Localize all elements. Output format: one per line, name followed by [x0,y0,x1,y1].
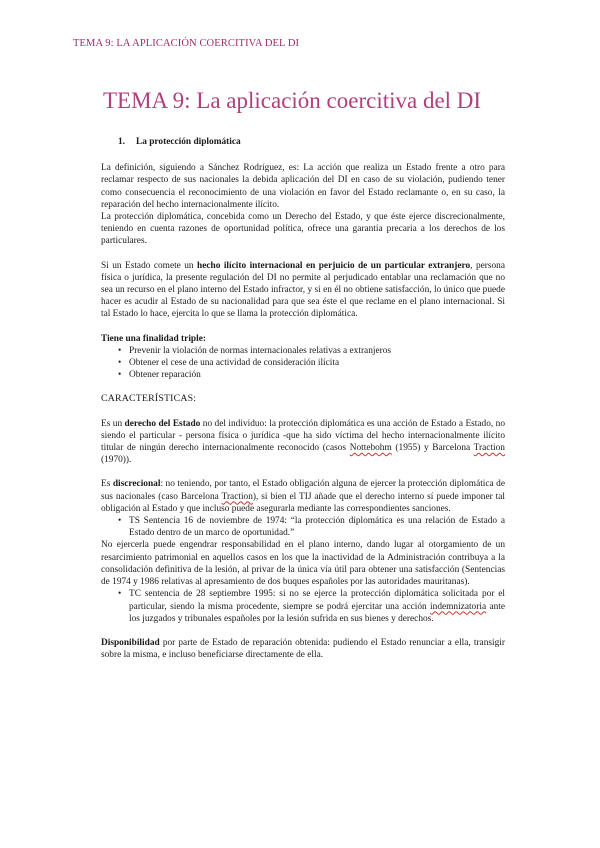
case-traction: Traction [473,443,505,454]
case-traction-2: Traction [221,491,253,502]
document-body [101,136,505,661]
discretionary-bold: discrecional [112,479,161,490]
tc-1995-rest: ante los juzgados y tribunales españoles por la lesión sufrida en sus bienes y derechos. [129,601,506,624]
discretionary-text: : no teniendo, por tanto, el Estado obligación alguna de ejercer la protección diplomática de sus nacionales (caso Barcelona [101,479,506,502]
tc-list [101,588,505,625]
purpose-list [101,345,505,382]
illicit-act-lead: Si un Estado comete un [101,260,198,271]
purpose-intro [101,333,505,345]
section-number: 1. [118,137,126,147]
state-right-individual: no del individuo [200,418,265,429]
purpose-intro-text: Tiene una finalidad triple: [101,333,206,344]
illicit-act-paragraph [101,260,505,321]
case-connector: (1955) y Barcelona [391,443,474,454]
case-year: (1970)). [101,455,132,466]
running-header: TEMA 9: LA APLICACIÓN COERCITIVA DEL DI [73,38,300,49]
liability-paragraph: No ejercerla puede engendrar responsabilidad en el plano interno, dando lugar al otorgamiento de un resarcimiento patrimonial en aquellos casos en los que la inactividad de la Administración contribuya a la consolidación definitiva de la lesión, al privar de la única vía útil para obtener una satisfacción (Sentencias de 1974 y 1986 relativas al apresamiento de dos buques españoles por las autoridades mauritanas). [101,540,505,588]
list-item: • Obtener el cese de una actividad de consideración ilícita [101,357,505,369]
definition-text: La acción que realiza un Estado frente a otro para reclamar respecto de sus nacionales la debida aplicación del DI en caso de su violación, pudiendo tener como consecuencia el reconocimiento de una violación en favor del Estado reclamante o, en su caso, la reparación del hecho internacionalmente ilícito. [101,163,506,210]
ts-list [101,515,505,539]
concept-lead: La protección diplomática, concebida como un Derecho del Estado, [101,212,363,223]
definition-paragraph [101,162,505,211]
definition-lead: La definición, siguiendo a Sánchez Rodríguez, es: [101,163,304,174]
document-title: TEMA 9: La aplicación coercitiva del DI [103,88,482,113]
list-item: • Obtener reparación [101,369,505,381]
concept-text: y que éste ejerce discrecionalmente, teniendo en cuenta razones de oportunidad política, ofrece una garantía precaria a los derechos de los particulares. [101,212,505,247]
state-right-lead: Es un [101,418,125,429]
state-right-text: : la protección diplomática es una acción de Estado a Estado, no siendo el particular - persona física o jurídica -que ha sido víctima del hecho internacionalmente ilícito titular de ningún derecho internacionalmente reconocido (casos [101,418,505,454]
ts-1974-item: • TS Sentencia 16 de noviembre de 1974: “la protección diplomática es una relación de Estado a Estado dentro de un marco de oportunidad.” [101,515,505,539]
tc-1995-indemnizatoria: indemnizatoria [430,601,487,612]
illicit-act-text: , persona física o jurídica, la presente regulación del DI no permite al perjudicado entablar una reclamación que no sea un recurso en el plano interno del Estado infractor, y si en él no obtiene satisfacción, lo único que puede hacer es acudir al Estado de su nacionalidad para que sea éste el que reclame en el plano internacional. Si tal Estado lo hace, ejercita lo que se llama la protección diplomática. [101,260,505,320]
section-title: La protección diplomática [136,137,241,147]
availability-bold: Disponibilidad [101,637,160,648]
tc-1995-lead: TC sentencia de 28 septiembre 1995: si no se ejerce la protección diplomática solicitada por el particular, siendo la misma procedente, siempre se podrá ejercitar una acción [129,589,505,612]
discretionary-lead: Es [101,479,113,490]
illicit-act-bold: hecho ilícito internacional en perjuicio de un particular extranjero [197,260,471,271]
state-right-paragraph [101,418,505,467]
availability-paragraph [101,637,505,661]
concept-paragraph [101,211,505,248]
list-item: • Prevenir la violación de normas internacionales relativas a extranjeros [101,345,505,357]
discretionary-rest: ), si bien el TIJ añade que el derecho interno sí puede imponer tal obligación al Estado y que incluso puede asegurarla mediante las correspondientes sanciones. [101,491,505,514]
tc-1995-item [101,588,505,625]
availability-text: por parte de Estado de reparación obtenida: pudiendo el Estado renunciar a ella, transigir sobre la misma, e incluso beneficiarse directamente de ella. [101,637,505,661]
state-right-bold: derecho del Estado [124,418,201,429]
discretionary-paragraph [101,478,505,515]
characteristics-heading: CARACTERÍSTICAS: [101,393,197,405]
case-nottebohm: Nottebohm [349,443,392,454]
section-heading [118,136,505,148]
